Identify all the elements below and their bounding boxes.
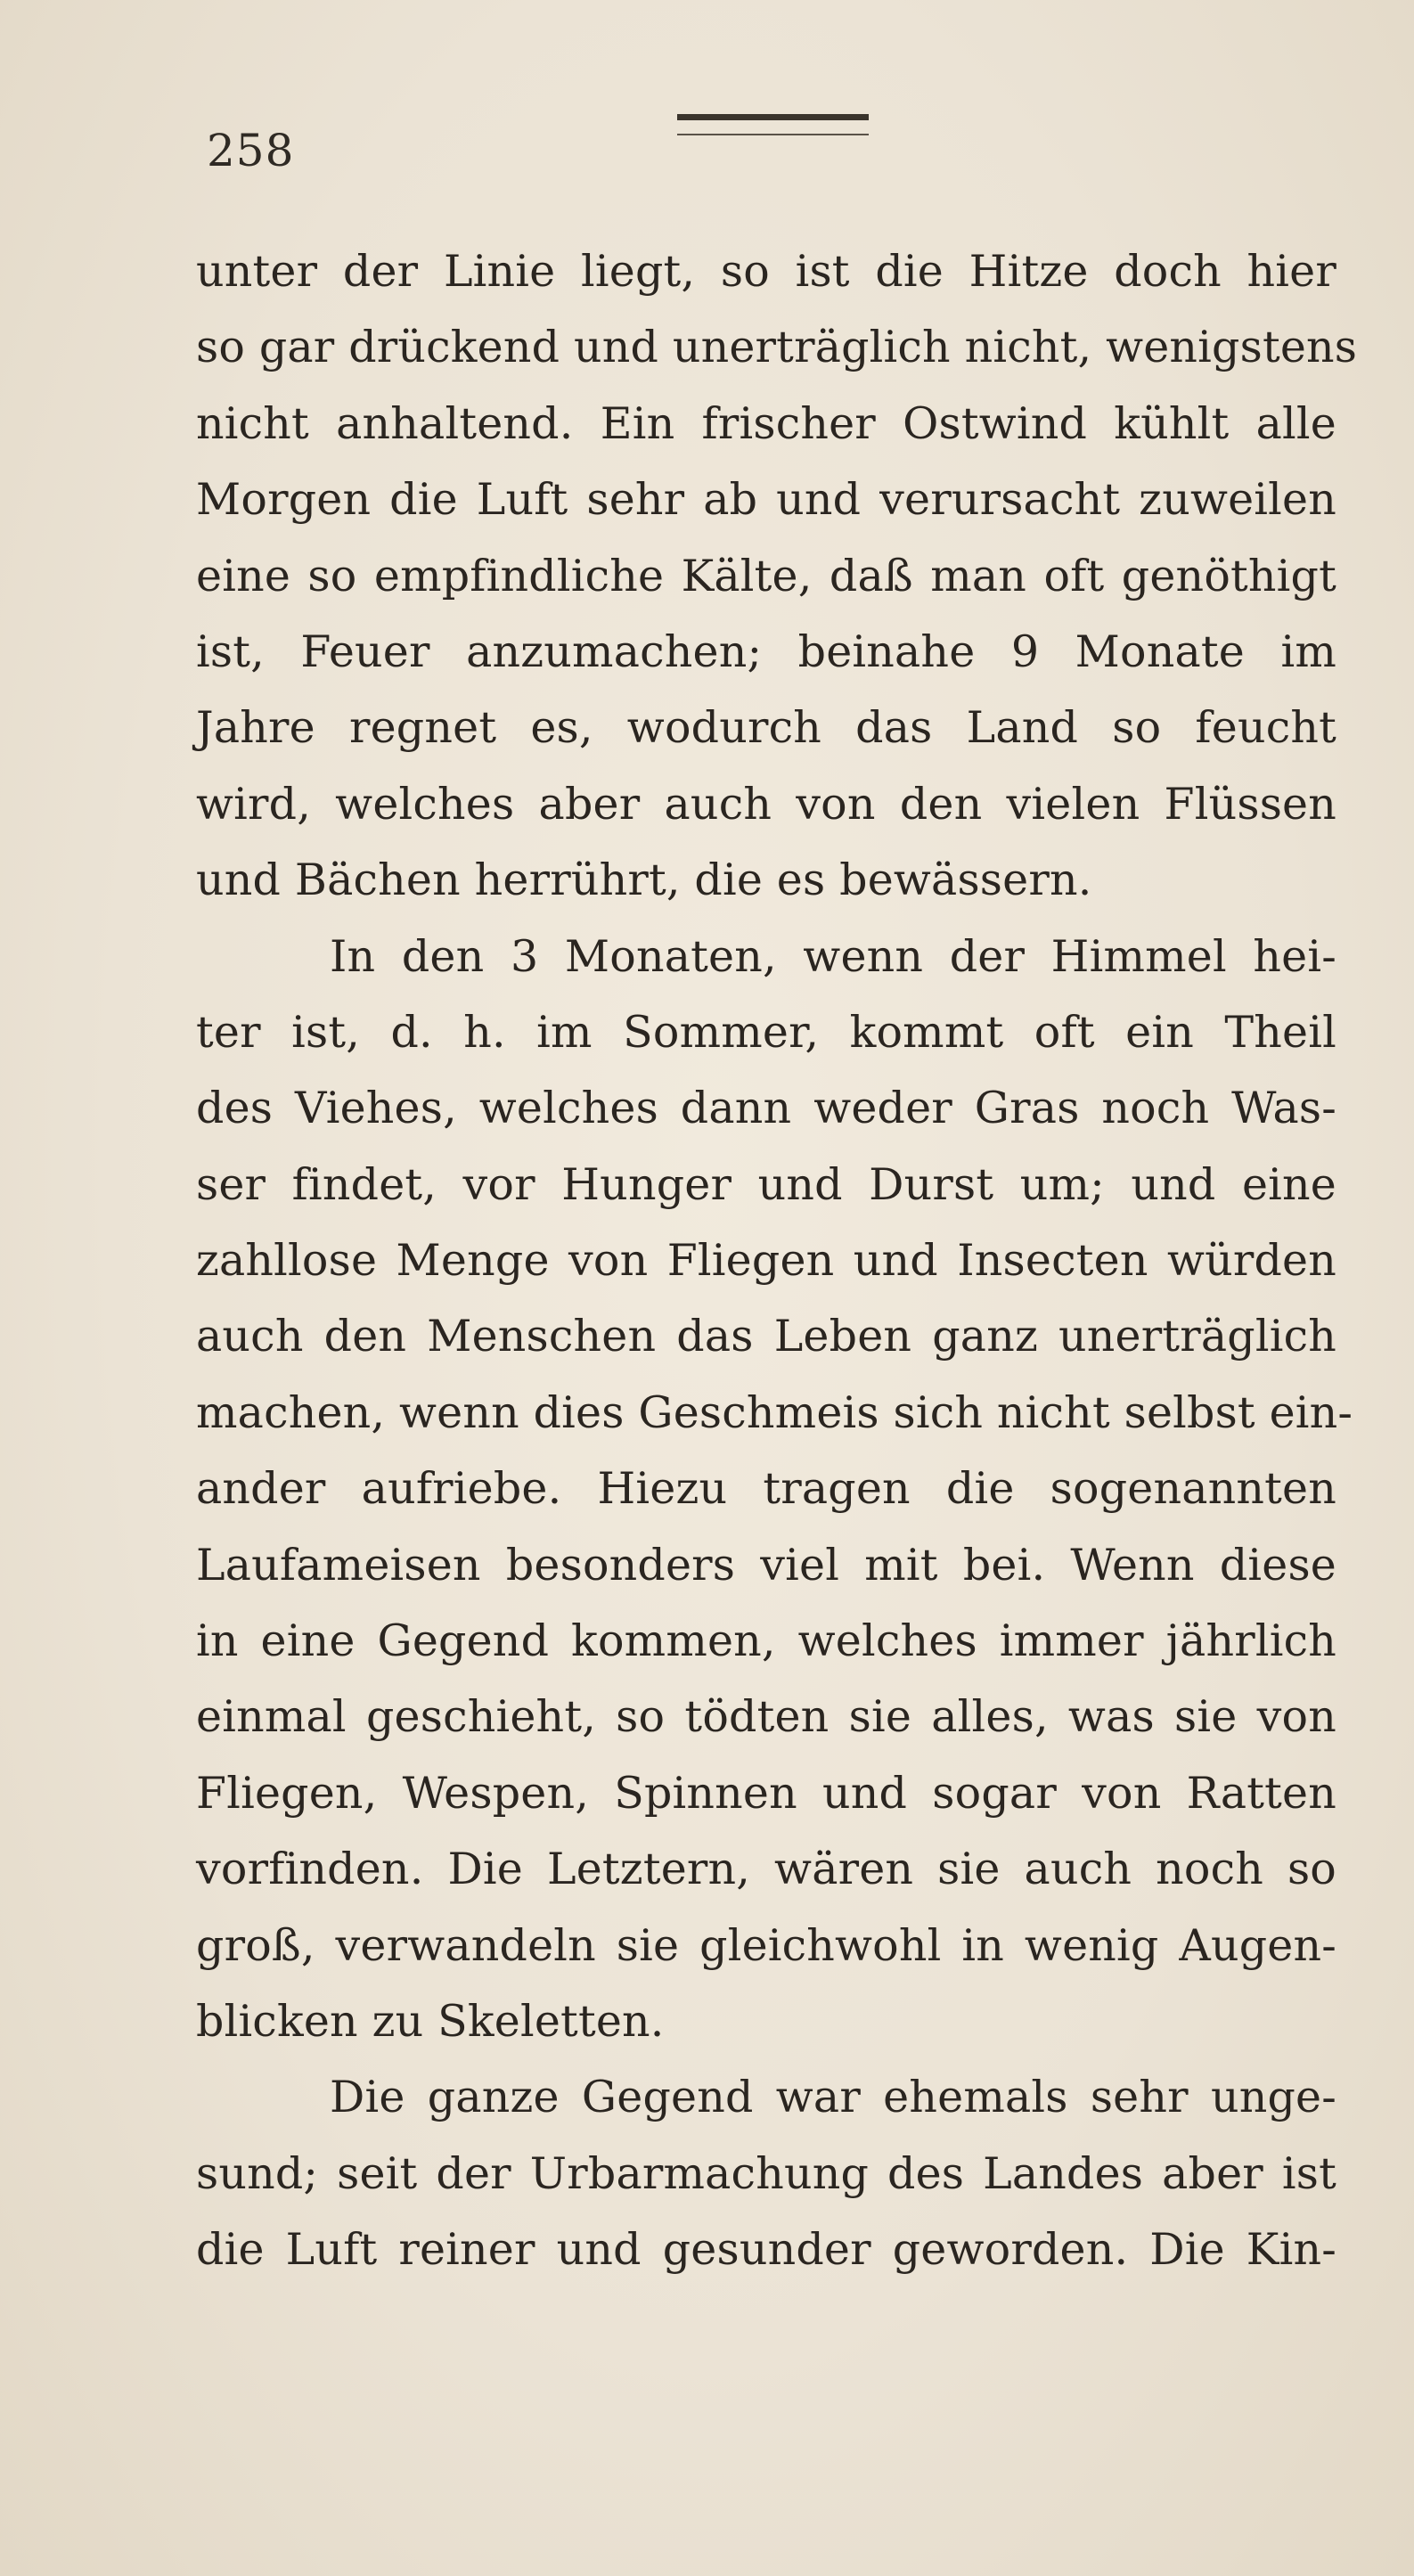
text-line: blicken zu Skeletten. bbox=[196, 1995, 665, 2047]
text-line: und Bächen herrührt, die es bewässern. bbox=[196, 855, 1092, 906]
text-line: Laufameisen besonders viel mit bei. Wenn diese bbox=[196, 1539, 1336, 1591]
text-line: zahllose Menge von Fliegen und Insecten würden bbox=[196, 1235, 1336, 1287]
text-line: groß, verwandeln sie gleichwohl in wenig Augen- bbox=[196, 1919, 1336, 1971]
text-line: Fliegen, Wespen, Spinnen und sogar von Ratten bbox=[196, 1767, 1336, 1819]
text-line: einmal geschieht, so tödten sie alles, was sie von bbox=[196, 1691, 1336, 1743]
text-line: ist, Feuer anzumachen; beinahe 9 Monate im bbox=[196, 626, 1336, 677]
text-line: vorfinden. Die Letztern, wären sie auch noch so bbox=[196, 1844, 1336, 1895]
header-rule bbox=[677, 114, 869, 141]
text-line: machen, wenn dies Geschmeis sich nicht selbst ein- bbox=[196, 1386, 1353, 1438]
text-line: sund; seit der Urbarmachung des Landes aber ist bbox=[196, 2147, 1336, 2199]
body-text bbox=[196, 233, 1358, 2288]
page-number: 258 bbox=[207, 125, 295, 176]
text-line: In den 3 Monaten, wenn der Himmel hei- bbox=[330, 930, 1336, 982]
text-line: eine so empfindliche Kälte, daß man oft genöthigt bbox=[196, 550, 1336, 601]
header-rule-thick bbox=[677, 114, 869, 120]
text-line: wird, welches aber auch von den vielen Flüssen bbox=[196, 778, 1336, 830]
text-line: so gar drückend und unerträglich nicht, wenigstens bbox=[196, 322, 1358, 373]
header-rule-thin bbox=[677, 134, 869, 135]
text-line: nicht anhaltend. Ein frischer Ostwind kühlt alle bbox=[196, 397, 1336, 449]
text-line: auch den Menschen das Leben ganz unerträglich bbox=[196, 1311, 1336, 1362]
text-line: ser findet, vor Hunger und Durst um; und eine bbox=[196, 1158, 1336, 1210]
text-line: Morgen die Luft sehr ab und verursacht zuweilen bbox=[196, 474, 1336, 526]
text-line: des Viehes, welches dann weder Gras noch Was- bbox=[196, 1083, 1336, 1134]
text-line: Jahre regnet es, wodurch das Land so feucht bbox=[196, 702, 1336, 754]
text-line: unter der Linie liegt, so ist die Hitze doch hier bbox=[196, 246, 1336, 297]
text-line: die Luft reiner und gesunder geworden. Die Kin- bbox=[196, 2224, 1336, 2276]
text-line: Die ganze Gegend war ehemals sehr unge- bbox=[330, 2072, 1336, 2123]
text-line: ander aufriebe. Hiezu tragen die sogenannten bbox=[196, 1463, 1336, 1515]
text-line: in eine Gegend kommen, welches immer jährlich bbox=[196, 1615, 1336, 1667]
text-line: ter ist, d. h. im Sommer, kommt oft ein Theil bbox=[196, 1006, 1336, 1058]
